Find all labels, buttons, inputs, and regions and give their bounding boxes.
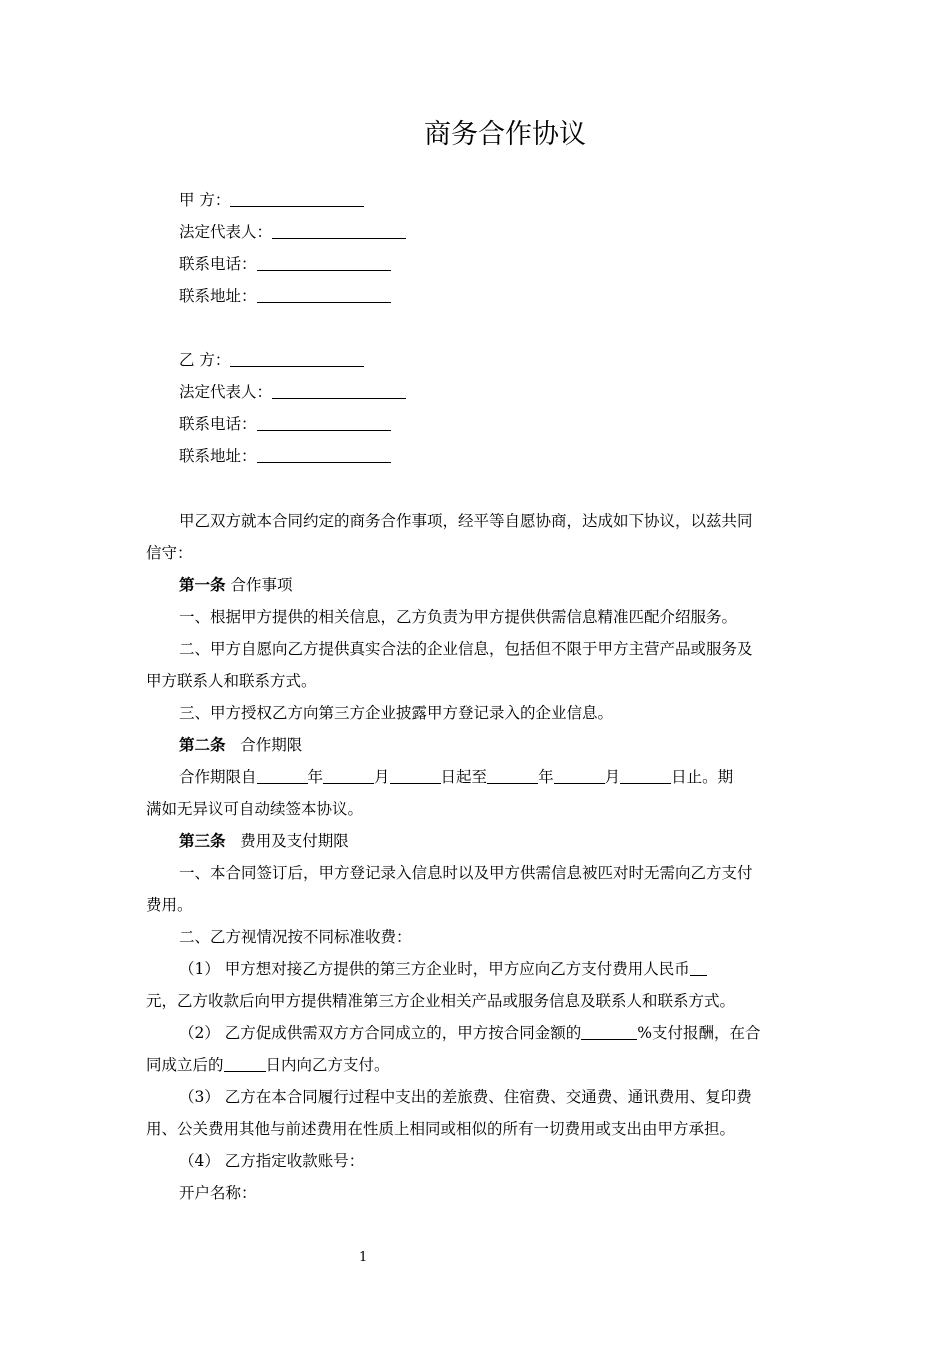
- party-b-name-line: [179, 350, 364, 370]
- party-a-address-label: 联系地址：: [179, 287, 257, 305]
- item-2-text-a: （2） 乙方促成供需双方方合同成立的，甲方按合同金额的: [179, 1024, 582, 1042]
- party-a-address-line: [179, 286, 391, 306]
- intro-line-2: 信守：: [146, 544, 193, 562]
- start-day-blank[interactable]: [390, 768, 441, 784]
- article-1-title: 合作事项: [230, 576, 293, 594]
- fee-amount-blank[interactable]: [690, 960, 707, 976]
- start-year-blank[interactable]: [257, 768, 308, 784]
- article-1-heading: [179, 575, 292, 595]
- year-label-2: 年: [538, 768, 554, 786]
- intro-line-1: 甲乙双方就本合同约定的商务合作事项，经平等自愿协商，达成如下协议，以兹共同: [179, 512, 753, 530]
- article-3-clause-1-line-2: 费用。: [146, 896, 193, 914]
- party-b-rep-blank[interactable]: [272, 383, 406, 399]
- article-1-clause-3: 三、甲方授权乙方向第三方企业披露甲方登记录入的企业信息。: [179, 704, 614, 722]
- article-2-heading: [179, 735, 302, 755]
- party-b-phone-blank[interactable]: [257, 415, 391, 431]
- article-1-clause-1: 一、根据甲方提供的相关信息，乙方负责为甲方提供供需信息精准匹配介绍服务。: [179, 608, 738, 626]
- party-a-address-blank[interactable]: [257, 287, 391, 303]
- article-1-number: 第一条: [179, 575, 226, 594]
- article-3-clause-1-line-1: 一、本合同签订后，甲方登记录入信息时以及甲方供需信息被匹对时无需向乙方支付: [179, 864, 753, 882]
- term-end-label: 日止。期: [671, 768, 734, 786]
- party-a-rep-label: 法定代表人：: [179, 223, 273, 241]
- article-2-term-line-1: [179, 767, 733, 787]
- account-name-line: 开户名称：: [179, 1184, 257, 1202]
- party-a-name-line: [179, 190, 364, 210]
- item-2-text-b: %支付报酬，在合: [637, 1024, 761, 1042]
- party-a-name-label: 甲 方：: [179, 191, 231, 209]
- article-3-item-3-line-2: 用、公关费用其他与前述费用在性质上相同或相似的所有一切费用或支出由甲方承担。: [146, 1120, 736, 1138]
- article-3-item-4: （4） 乙方指定收款账号：: [179, 1152, 365, 1170]
- party-a-rep-line: [179, 222, 406, 242]
- year-label: 年: [307, 768, 324, 786]
- article-2-number: 第二条: [179, 735, 226, 754]
- party-b-phone-label: 联系电话：: [179, 415, 257, 433]
- end-month-blank[interactable]: [554, 768, 605, 784]
- article-2-term-line-2: 满如无异议可自动续签本协议。: [146, 800, 364, 818]
- party-b-name-label: 乙 方：: [179, 351, 231, 369]
- article-3-item-2-line-1: [179, 1023, 761, 1043]
- article-1-clause-2-line-1: 二、甲方自愿向乙方提供真实合法的企业信息，包括但不限于甲方主营产品或服务及: [179, 640, 753, 658]
- party-a-phone-blank[interactable]: [257, 255, 391, 271]
- month-label-2: 月: [604, 768, 621, 786]
- day-to-label: 日起至: [440, 768, 488, 786]
- end-day-blank[interactable]: [620, 768, 671, 784]
- party-a-phone-label: 联系电话：: [179, 255, 257, 273]
- party-a-name-blank[interactable]: [230, 191, 364, 207]
- article-3-clause-2: 二、乙方视情况按不同标准收费：: [179, 928, 412, 946]
- item-1-text: （1） 甲方想对接乙方提供的第三方企业时，甲方应向乙方支付费用人民币: [179, 960, 690, 978]
- party-b-name-blank[interactable]: [230, 351, 364, 367]
- article-3-heading: [179, 831, 349, 851]
- party-b-address-blank[interactable]: [257, 447, 391, 463]
- article-3-item-1-line-1: [179, 959, 707, 979]
- article-3-item-2-line-2: [146, 1055, 390, 1075]
- party-b-address-label: 联系地址：: [179, 447, 257, 465]
- month-label: 月: [374, 768, 390, 786]
- document-title: 商务合作协议: [424, 119, 586, 150]
- party-a-rep-blank[interactable]: [272, 223, 406, 239]
- party-b-address-line: [179, 446, 391, 466]
- article-3-number: 第三条: [179, 831, 226, 850]
- item-2-text-d: 日内向乙方支付。: [265, 1056, 390, 1074]
- item-2-text-c: 同成立后的: [146, 1056, 224, 1074]
- article-3-item-1-line-2: 元，乙方收款后向甲方提供精准第三方企业相关产品或服务信息及联系人和联系方式。: [146, 992, 736, 1010]
- party-b-rep-label: 法定代表人：: [179, 383, 273, 401]
- start-month-blank[interactable]: [323, 768, 374, 784]
- article-2-title: 合作期限: [240, 736, 303, 754]
- end-year-blank[interactable]: [487, 768, 538, 784]
- payment-days-blank[interactable]: [224, 1056, 266, 1072]
- party-a-phone-line: [179, 254, 391, 274]
- term-from-label: 合作期限自: [179, 768, 257, 786]
- party-b-rep-line: [179, 382, 406, 402]
- article-3-title: 费用及支付期限: [240, 832, 349, 850]
- page-number: 1: [359, 1250, 368, 1265]
- article-1-clause-2-line-2: 甲方联系人和联系方式。: [146, 672, 317, 690]
- party-b-phone-line: [179, 414, 391, 434]
- commission-percent-blank[interactable]: [581, 1024, 637, 1040]
- article-3-item-3-line-1: （3） 乙方在本合同履行过程中支出的差旅费、住宿费、交通费、通讯费用、复印费: [179, 1088, 752, 1106]
